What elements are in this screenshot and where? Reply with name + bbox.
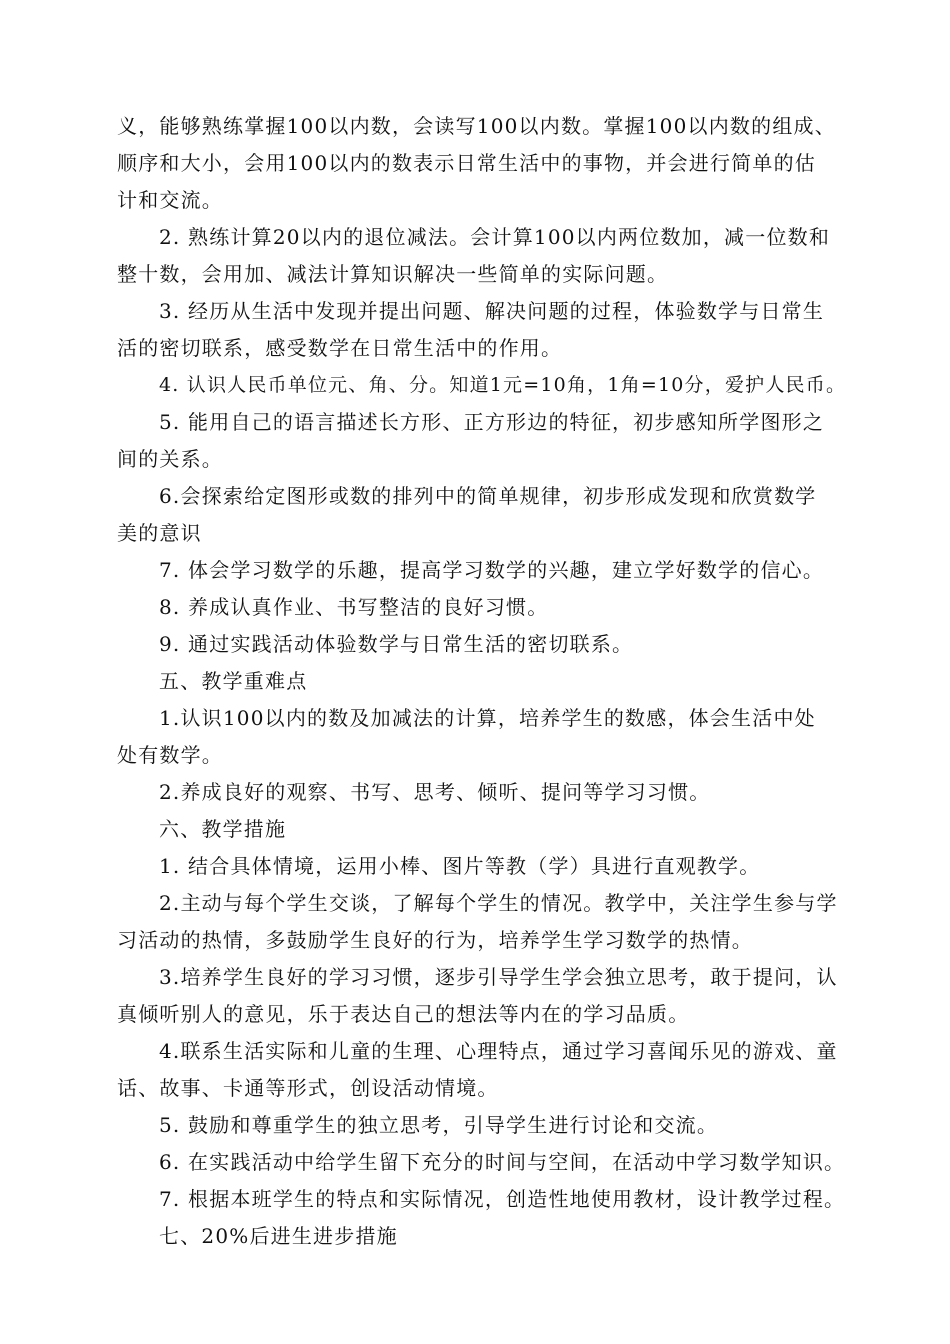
text-line: 处有数学。 bbox=[117, 743, 223, 767]
text-line: 整十数，会用加、减法计算知识解决一些简单的实际问题。 bbox=[117, 262, 669, 286]
list-item: 3. 经历从生活中发现并提出问题、解决问题的过程，体验数学与日常生 bbox=[159, 299, 825, 323]
text-line: 顺序和大小，会用100以内的数表示日常生活中的事物，并会进行简单的估 bbox=[117, 151, 816, 175]
section-heading: 六、教学措施 bbox=[159, 817, 287, 841]
list-item: 7. 根据本班学生的特点和实际情况，创造性地使用教材，设计教学过程。 bbox=[159, 1187, 846, 1211]
list-item: 3.培养学生良好的学习习惯，逐步引导学生学会独立思考，敢于提问，认 bbox=[159, 965, 838, 989]
section-heading: 七、20%后进生进步措施 bbox=[159, 1224, 398, 1248]
list-item: 6.会探索给定图形或数的排列中的简单规律，初步形成发现和欣赏数学 bbox=[159, 484, 817, 508]
list-item: 1.认识100以内的数及加减法的计算，培养学生的数感，体会生活中处 bbox=[159, 706, 816, 730]
text-line: 真倾听别人的意见，乐于表达自己的想法等内在的学习品质。 bbox=[117, 1002, 690, 1026]
text-line: 义，能够熟练掌握100以内数，会读写100以内数。掌握100以内数的组成、 bbox=[117, 114, 836, 138]
list-item: 7. 体会学习数学的乐趣，提高学习数学的兴趣，建立学好数学的信心。 bbox=[159, 558, 825, 582]
text-line: 活的密切联系，感受数学在日常生活中的作用。 bbox=[117, 336, 563, 360]
text-line: 间的关系。 bbox=[117, 447, 223, 471]
list-item: 9. 通过实践活动体验数学与日常生活的密切联系。 bbox=[159, 632, 634, 656]
list-item: 4. 认识人民币单位元、角、分。知道1元=10角，1角=10分，爱护人民币。 bbox=[159, 374, 847, 396]
list-item: 2. 熟练计算20以内的退位减法。会计算100以内两位数加，减一位数和 bbox=[159, 225, 831, 249]
text-line: 习活动的热情，多鼓励学生良好的行为，培养学生学习数学的热情。 bbox=[117, 928, 753, 952]
list-item: 5. 鼓励和尊重学生的独立思考，引导学生进行讨论和交流。 bbox=[159, 1113, 719, 1137]
text-line: 美的意识 bbox=[117, 521, 202, 545]
list-item: 6. 在实践活动中给学生留下充分的时间与空间，在活动中学习数学知识。 bbox=[159, 1150, 846, 1174]
list-item: 5. 能用自己的语言描述长方形、正方形边的特征，初步感知所学图形之 bbox=[159, 410, 825, 434]
text-line: 计和交流。 bbox=[117, 188, 223, 212]
list-item: 2.养成良好的观察、书写、思考、倾听、提问等学习习惯。 bbox=[159, 780, 711, 804]
list-item: 2.主动与每个学生交谈，了解每个学生的情况。教学中，关注学生参与学 bbox=[159, 891, 838, 915]
section-heading: 五、教学重难点 bbox=[159, 669, 308, 693]
text-line: 话、故事、卡通等形式，创设活动情境。 bbox=[117, 1076, 499, 1100]
list-item: 1. 结合具体情境，运用小棒、图片等教（学）具进行直观教学。 bbox=[159, 854, 761, 878]
list-item: 8. 养成认真作业、书写整洁的良好习惯。 bbox=[159, 595, 549, 619]
list-item: 4.联系生活实际和儿童的生理、心理特点，通过学习喜闻乐见的游戏、童 bbox=[159, 1039, 838, 1063]
